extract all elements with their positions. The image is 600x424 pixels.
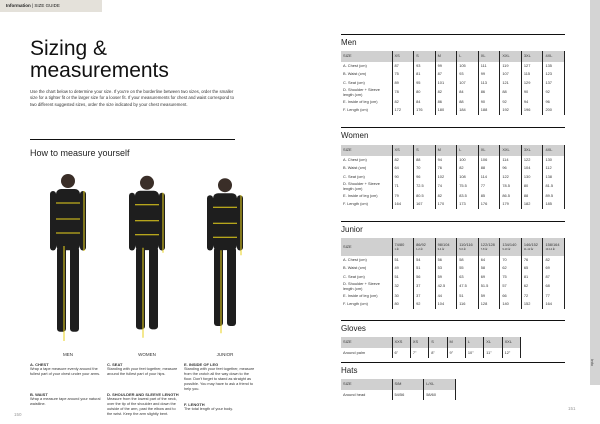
table-row [341,301,565,309]
table-cell: 75.5 [457,181,479,192]
table-cell: 96 [414,173,436,181]
table-cell: E. Inside of leg (cm) [341,98,392,106]
table-cell: 100 [457,156,479,164]
column-header: 98/104 3-4 år [435,238,457,256]
description-title: C. SEAT [107,362,123,367]
table-cell: 172 [392,107,414,115]
description-title: F. LENGTH [184,402,205,407]
table-cell: 12" [502,348,520,358]
table-row [341,201,565,209]
table-cell: 56 [414,273,436,281]
table-cell: 179 [500,201,522,209]
column-header: 110/116 5-6 år [457,238,479,256]
description-text: Wrap a measure tape around your natural waistline. [30,397,101,406]
table-cell: 88 [500,87,522,98]
figure-junior [207,178,243,333]
table-row [341,98,565,106]
description-item [30,392,102,407]
measurement-figures [30,163,255,348]
table-row [341,256,565,264]
section-heading: How to measure yourself [30,148,130,158]
table-cell: 182 [521,201,543,209]
table-cell: 72.5 [414,181,436,192]
column-header: 146/152 11-12 år [521,238,543,256]
table-cell: D. Shoulder + Sleeve length (cm) [341,87,392,98]
column-header: SIZE [341,51,392,62]
table-cell: 57 [500,281,522,292]
table-cell: F. Length (cm) [341,301,392,309]
table-cell: F. Length (cm) [341,107,392,115]
table-cell: 127 [521,62,543,70]
table-cell: 88 [414,156,436,164]
table-cell: 90 [392,173,414,181]
table-cell: 96 [543,98,565,106]
table-cell: 82 [457,164,479,172]
column-header: 4XL [543,145,565,156]
table-cell: E. Inside of leg (cm) [341,292,392,300]
table-cell: C. Seat (cm) [341,79,392,87]
table-cell: 58 [457,256,479,264]
size-table-junior [341,238,565,309]
title-line-2: measurements [30,59,169,82]
table-cell: 62 [521,281,543,292]
table-cell: 185 [543,201,565,209]
table-row [341,164,565,172]
table-cell: B. Waist (cm) [341,264,392,272]
table-cell: 114 [478,173,500,181]
table-cell: 54 [414,256,436,264]
table-cell: 111 [478,62,500,70]
table-cell: D. Shoulder + Sleeve length (cm) [341,181,392,192]
table-cell: 81 [521,273,543,281]
table-cell: Around palm [341,348,392,358]
table-cell: 188 [478,107,500,115]
table-title-women: Women [341,131,369,140]
table-cell: 82 [435,87,457,98]
table-cell: 200 [543,107,565,115]
table-cell: 96 [500,164,522,172]
table-cell: 76 [435,164,457,172]
table-cell: 88 [457,98,479,106]
table-cell: 104 [521,164,543,172]
table-cell: 105 [457,62,479,70]
table-cell: 7" [410,348,428,358]
description-title: B. WAIST [30,392,48,397]
side-tab[interactable] [590,0,600,385]
table-cell: 90 [521,87,543,98]
table-cell: C. Seat (cm) [341,173,392,181]
table-cell: Around head [341,390,392,400]
column-header: S/M [392,379,424,390]
section-divider [341,320,565,321]
table-cell: 59 [435,273,457,281]
table-cell: 69 [543,264,565,272]
table-cell: 44 [435,292,457,300]
table-cell: 82 [435,192,457,200]
table-cell: 92 [414,301,436,309]
column-header: XL [484,337,502,348]
table-cell: 68 [543,281,565,292]
table-cell: 82 [392,156,414,164]
table-cell: 37 [414,292,436,300]
table-cell: 164 [392,201,414,209]
table-cell: 6" [392,348,410,358]
table-cell: 99 [478,70,500,78]
breadcrumb-section: Information [6,3,31,8]
table-cell: 79 [392,192,414,200]
section-divider [341,127,565,128]
description-item [107,362,179,377]
table-row [341,281,565,292]
column-header: L [457,51,479,62]
table-cell: 47.5 [457,281,479,292]
table-cell: 107 [457,79,479,87]
table-cell: 81 [414,70,436,78]
table-cell: 58 [478,264,500,272]
table-cell: 176 [478,201,500,209]
table-cell: 32 [392,281,414,292]
table-cell: 83.5 [457,192,479,200]
table-row [341,173,565,181]
table-cell: 72 [521,292,543,300]
table-cell: A. Chest (cm) [341,156,392,164]
table-cell: 99 [435,62,457,70]
table-cell: 113 [478,79,500,87]
table-cell: 56 [435,256,457,264]
table-cell: B. Waist (cm) [341,164,392,172]
table-cell: 93 [457,70,479,78]
table-row [341,348,521,358]
table-cell: 121 [500,79,522,87]
table-cell: 76 [521,256,543,264]
table-row [341,156,565,164]
table-cell: 101 [435,79,457,87]
column-header: XS [392,145,414,156]
table-cell: 137 [543,79,565,87]
table-cell: 54/56 [392,390,424,400]
column-header: L [465,337,483,348]
table-cell: 81.5 [543,181,565,192]
table-cell: 135 [543,62,565,70]
table-cell: 152 [521,301,543,309]
table-cell: 49 [392,264,414,272]
size-table-men [341,51,565,115]
table-cell: E. Inside of leg (cm) [341,192,392,200]
table-cell: 51 [414,264,436,272]
column-header: S [429,337,447,348]
figure-label-men: MEN [63,352,73,357]
table-header-row [341,51,565,62]
column-header: XXL [502,337,520,348]
size-table-hats [341,379,456,400]
table-cell: 55 [457,264,479,272]
description-text: Standing with your feet together, measure from the crotch all the way down to the floor. Don't forget to stand as straight as possible. You may have to ask a friend to help you. [184,367,255,391]
table-cell: 92 [543,87,565,98]
table-cell: 130 [521,173,543,181]
column-header: L/XL [424,379,456,390]
table-cell: 51 [392,256,414,264]
table-cell: 51.5 [478,281,500,292]
table-cell: 115 [521,70,543,78]
table-cell: A. Chest (cm) [341,256,392,264]
table-cell: 78 [392,87,414,98]
column-header: 74/80 1 år [392,238,414,256]
table-cell: 74 [435,181,457,192]
table-cell: 90 [478,98,500,106]
table-cell: 71 [392,181,414,192]
description-item [184,362,256,392]
table-row [341,70,565,78]
table-cell: 80 [414,87,436,98]
table-cell: 170 [435,201,457,209]
table-cell: 80 [521,181,543,192]
table-cell: 108 [457,173,479,181]
table-cell: 85 [478,192,500,200]
column-header: M [435,51,457,62]
column-header: XL [478,145,500,156]
description-text: The total length of your body. [184,407,233,411]
breadcrumb: Information | SIZE GUIDE [0,0,102,12]
column-header: XS [410,337,428,348]
table-cell: B. Waist (cm) [341,70,392,78]
table-cell: 94 [521,98,543,106]
description-item [30,362,102,377]
table-cell: 173 [457,201,479,209]
table-cell: 106 [478,156,500,164]
table-row [341,62,565,70]
column-header: S [414,145,436,156]
column-header: L [457,145,479,156]
table-cell: 123 [543,70,565,78]
description-title: A. CHEST [30,362,49,367]
table-cell: 70 [500,256,522,264]
table-title-gloves: Gloves [341,324,366,333]
table-cell: 75 [392,70,414,78]
table-cell: 9" [447,348,465,358]
column-header: SIZE [341,145,392,156]
table-title-hats: Hats [341,366,358,375]
description-item [107,392,179,417]
table-title-men: Men [341,38,357,47]
table-cell: 11" [484,348,502,358]
table-row [341,181,565,192]
table-cell: 82 [392,98,414,106]
table-cell: 69 [478,273,500,281]
table-cell: 51 [457,292,479,300]
figure-label-women: WOMEN [138,352,156,357]
section-divider [341,362,565,363]
column-header: SIZE [341,238,392,256]
table-cell: 75 [500,273,522,281]
table-cell: C. Seat (cm) [341,273,392,281]
table-cell: 86 [435,98,457,106]
table-header-row [341,337,521,348]
table-row [341,107,565,115]
column-header: M [435,145,457,156]
table-cell: 164 [543,301,565,309]
table-cell: 66 [500,292,522,300]
column-header: 86/92 1-2 år [414,238,436,256]
table-cell: 129 [521,79,543,87]
table-row [341,79,565,87]
column-header: S [414,51,436,62]
table-cell: 59 [478,292,500,300]
description-text: Measure from the lowest part of the neck, over the tip of the shoulder and down the outside of the arm, past the elbow and to the wrist. Keep the arm slightly bent. [107,397,177,416]
table-cell: 86 [478,87,500,98]
table-header-row [341,145,565,156]
size-table-gloves [341,337,521,358]
table-cell: 119 [500,62,522,70]
table-cell: 77 [543,292,565,300]
table-cell: 138 [543,173,565,181]
section-divider [341,221,565,222]
table-cell: 167 [414,201,436,209]
column-header: 3XL [521,145,543,156]
table-cell: 88 [521,192,543,200]
figure-men [50,174,86,341]
table-cell: 70 [414,164,436,172]
table-cell: 180 [435,107,457,115]
table-cell: 196 [521,107,543,115]
table-cell: 10" [465,348,483,358]
table-cell: 184 [457,107,479,115]
description-text: Wrap a tape measure evenly around the fullest part of your chest under your arms. [30,367,101,376]
divider [30,139,235,140]
column-header: XXL [500,51,522,62]
table-cell: 8" [429,348,447,358]
table-cell: 122 [521,156,543,164]
table-cell: 42.5 [435,281,457,292]
table-row [341,264,565,272]
column-header: 158/164 13-14 år [543,238,565,256]
table-cell: 122 [500,173,522,181]
table-cell: 84 [457,87,479,98]
table-cell: 30 [392,292,414,300]
table-cell: 104 [435,301,457,309]
table-cell: 89.5 [543,192,565,200]
table-cell: 192 [500,107,522,115]
table-cell: 116 [457,301,479,309]
table-cell: 84 [414,98,436,106]
table-row [341,292,565,300]
table-cell: 130 [543,156,565,164]
title-line-1: Sizing & [30,37,108,60]
table-header-row [341,238,565,256]
breadcrumb-sub: SIZE GUIDE [34,3,60,8]
table-cell: 89 [392,79,414,87]
side-tab-label: Info [589,359,595,366]
table-title-junior: Junior [341,225,363,234]
column-header: 134/140 9-10 år [500,238,522,256]
page-number-left: 150 [14,412,22,417]
description-item [184,402,256,412]
table-cell: 62 [500,264,522,272]
table-cell: 87 [543,273,565,281]
table-cell: 86.5 [500,192,522,200]
table-cell: 80 [392,301,414,309]
table-row [341,273,565,281]
column-header: SIZE [341,379,392,390]
table-cell: F. Length (cm) [341,201,392,209]
column-header: 3XL [521,51,543,62]
table-cell: 94 [435,156,457,164]
column-header: SIZE [341,337,392,348]
table-cell: D. Shoulder + Sleeve length (cm) [341,281,392,292]
size-table-women [341,145,565,209]
column-header: M [447,337,465,348]
description-title: D. SHOULDER AND SLEEVE LENGTH [107,392,179,397]
figure-women [129,176,165,338]
column-header: XS [392,51,414,62]
table-header-row [341,379,456,390]
table-cell: 87 [392,62,414,70]
table-cell: 80.5 [414,192,436,200]
table-cell: 82 [543,256,565,264]
intro-text: Use the chart below to determine your size. If you're on the borderline between two sizes, order the smaller size for a tighter fit or the larger size for a looser fit. If your measurements for chest and waist correspond to two different suggested sizes, order the size indicated by your chest measurement. [30,89,234,107]
column-header: XL [478,51,500,62]
table-row [341,390,456,400]
table-cell: 78.5 [500,181,522,192]
table-cell: 37 [414,281,436,292]
table-cell: A. Chest (cm) [341,62,392,70]
table-cell: 93 [414,62,436,70]
table-cell: 63 [457,273,479,281]
table-cell: 140 [500,301,522,309]
table-cell: 92 [500,98,522,106]
table-cell: 107 [500,70,522,78]
table-cell: 114 [500,156,522,164]
table-row [341,192,565,200]
table-cell: 176 [414,107,436,115]
table-cell: 53 [435,264,457,272]
column-header: XXL [500,145,522,156]
column-header: XXS [392,337,410,348]
page-number-right: 151 [568,406,576,411]
table-cell: 87 [435,70,457,78]
table-cell: 77 [478,181,500,192]
table-cell: 65 [521,264,543,272]
section-divider [341,34,565,35]
figure-label-junior: JUNIOR [216,352,234,357]
table-cell: 112 [543,164,565,172]
page-title [30,38,169,82]
column-header: 4XL [543,51,565,62]
table-cell: 88 [478,164,500,172]
description-text: Standing with your feet together, measure around the fullest part of your hips. [107,367,178,376]
column-header: 122/128 7-8 år [478,238,500,256]
description-title: E. INSIDE OF LEG [184,362,219,367]
table-cell: 95 [414,79,436,87]
table-cell: 51 [392,273,414,281]
table-cell: 58/60 [424,390,456,400]
table-cell: 64 [478,256,500,264]
table-cell: 128 [478,301,500,309]
table-row [341,87,565,98]
table-cell: 64 [392,164,414,172]
table-cell: 102 [435,173,457,181]
